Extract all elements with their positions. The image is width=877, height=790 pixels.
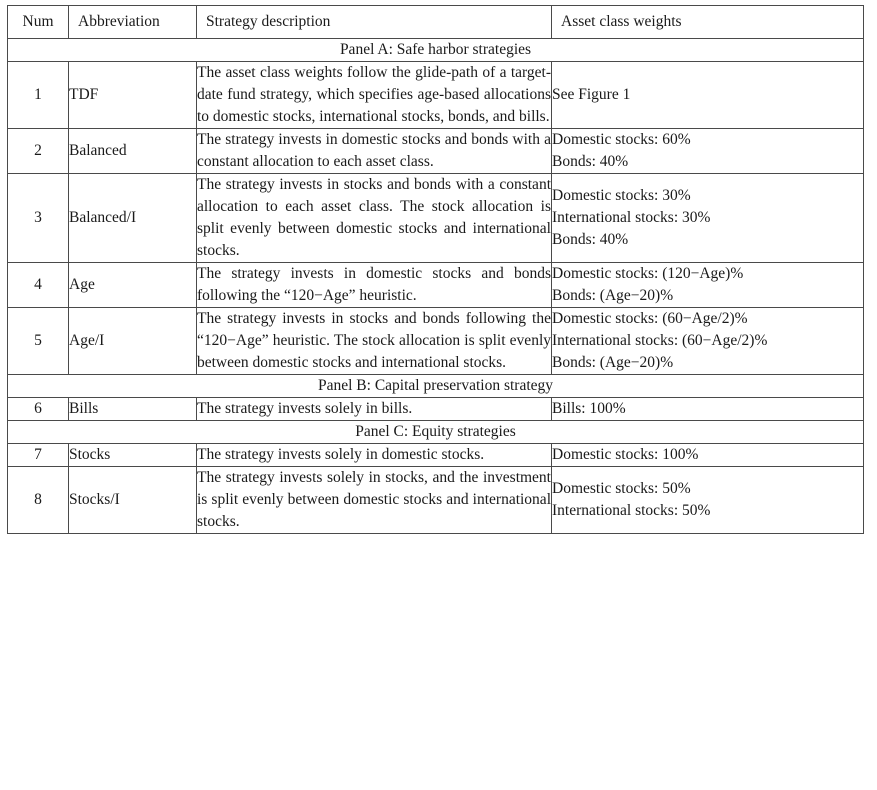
cell-abbreviation: Bills [69, 398, 197, 421]
cell-abbreviation: Stocks/I [69, 467, 197, 534]
cell-num: 4 [8, 263, 69, 308]
panel-header-row [8, 39, 864, 62]
column-header-abbreviation-label: Abbreviation [78, 13, 160, 30]
cell-abbreviation: Age [69, 263, 197, 308]
table-row [8, 174, 864, 263]
asset-class-weight-line: Bonds: (Age−20)% [552, 354, 674, 371]
table-row [8, 308, 864, 375]
asset-class-weight-line: Domestic stocks: 30% [552, 187, 691, 204]
asset-class-weight-line: Domestic stocks: 50% [552, 480, 691, 497]
cell-asset-class-weights [552, 467, 864, 534]
cell-num: 7 [8, 444, 69, 467]
cell-strategy-description: The strategy invests in domestic stocks and bonds following the “120−Age” heuristic. [197, 263, 552, 308]
cell-abbreviation: Age/I [69, 308, 197, 375]
cell-asset-class-weights [552, 263, 864, 308]
table-row [8, 467, 864, 534]
cell-strategy-description: The asset class weights follow the glide-path of a target-date fund strategy, which specifies age-based allocations to domestic stocks, international stocks, bonds, and bills. [197, 62, 552, 129]
strategy-table-container [7, 5, 863, 534]
cell-strategy-description: The strategy invests solely in stocks, and the investment is split evenly between domestic stocks and international stocks. [197, 467, 552, 534]
asset-class-weight-line: International stocks: 30% [552, 209, 711, 226]
table-row [8, 129, 864, 174]
column-header-strategy-description-label: Strategy description [206, 13, 331, 30]
column-header-abbreviation [69, 6, 197, 39]
asset-class-weight-line: Domestic stocks: 60% [552, 131, 691, 148]
column-header-num-label: Num [22, 13, 54, 30]
cell-asset-class-weights [552, 444, 864, 467]
cell-num: 8 [8, 467, 69, 534]
panel-header-title: Panel C: Equity strategies [8, 421, 864, 444]
cell-num: 1 [8, 62, 69, 129]
panel-header-title: Panel B: Capital preservation strategy [8, 375, 864, 398]
table-row [8, 62, 864, 129]
cell-asset-class-weights [552, 308, 864, 375]
table-row [8, 444, 864, 467]
cell-asset-class-weights [552, 62, 864, 129]
cell-strategy-description: The strategy invests in stocks and bonds following the “120−Age” heuristic. The stock allocation is split evenly between domestic stocks and international stocks. [197, 308, 552, 375]
column-header-asset-class-weights-label: Asset class weights [561, 13, 682, 30]
table-body [8, 39, 864, 534]
cell-abbreviation: TDF [69, 62, 197, 129]
asset-class-weight-line: International stocks: (60−Age/2)% [552, 332, 768, 349]
table-row [8, 398, 864, 421]
panel-header-title: Panel A: Safe harbor strategies [8, 39, 864, 62]
panel-header-row [8, 375, 864, 398]
cell-strategy-description: The strategy invests solely in bills. [197, 398, 552, 421]
asset-class-weight-line: See Figure 1 [552, 86, 631, 103]
table-row [8, 263, 864, 308]
asset-class-weight-line: Bonds: 40% [552, 153, 629, 170]
column-header-asset-class-weights [552, 6, 864, 39]
cell-asset-class-weights [552, 129, 864, 174]
cell-abbreviation: Balanced/I [69, 174, 197, 263]
table-header-row [8, 6, 864, 39]
cell-num: 2 [8, 129, 69, 174]
asset-class-weight-line: Bonds: (Age−20)% [552, 287, 674, 304]
asset-class-weight-line: International stocks: 50% [552, 502, 711, 519]
cell-strategy-description: The strategy invests in stocks and bonds with a constant allocation to each asset class. The stock allocation is split evenly between domestic stocks and international stocks. [197, 174, 552, 263]
asset-class-weight-line: Domestic stocks: (120−Age)% [552, 265, 744, 282]
cell-asset-class-weights [552, 398, 864, 421]
strategy-definitions-table [7, 5, 864, 534]
cell-strategy-description: The strategy invests in domestic stocks and bonds with a constant allocation to each asset class. [197, 129, 552, 174]
asset-class-weight-line: Bonds: 40% [552, 231, 629, 248]
cell-asset-class-weights [552, 174, 864, 263]
cell-abbreviation: Stocks [69, 444, 197, 467]
cell-strategy-description: The strategy invests solely in domestic stocks. [197, 444, 552, 467]
column-header-num [8, 6, 69, 39]
asset-class-weight-line: Bills: 100% [552, 400, 626, 417]
table-header [8, 6, 864, 39]
cell-abbreviation: Balanced [69, 129, 197, 174]
cell-num: 6 [8, 398, 69, 421]
panel-header-row [8, 421, 864, 444]
asset-class-weight-line: Domestic stocks: (60−Age/2)% [552, 310, 748, 327]
cell-num: 5 [8, 308, 69, 375]
asset-class-weight-line: Domestic stocks: 100% [552, 446, 699, 463]
cell-num: 3 [8, 174, 69, 263]
column-header-strategy-description [197, 6, 552, 39]
